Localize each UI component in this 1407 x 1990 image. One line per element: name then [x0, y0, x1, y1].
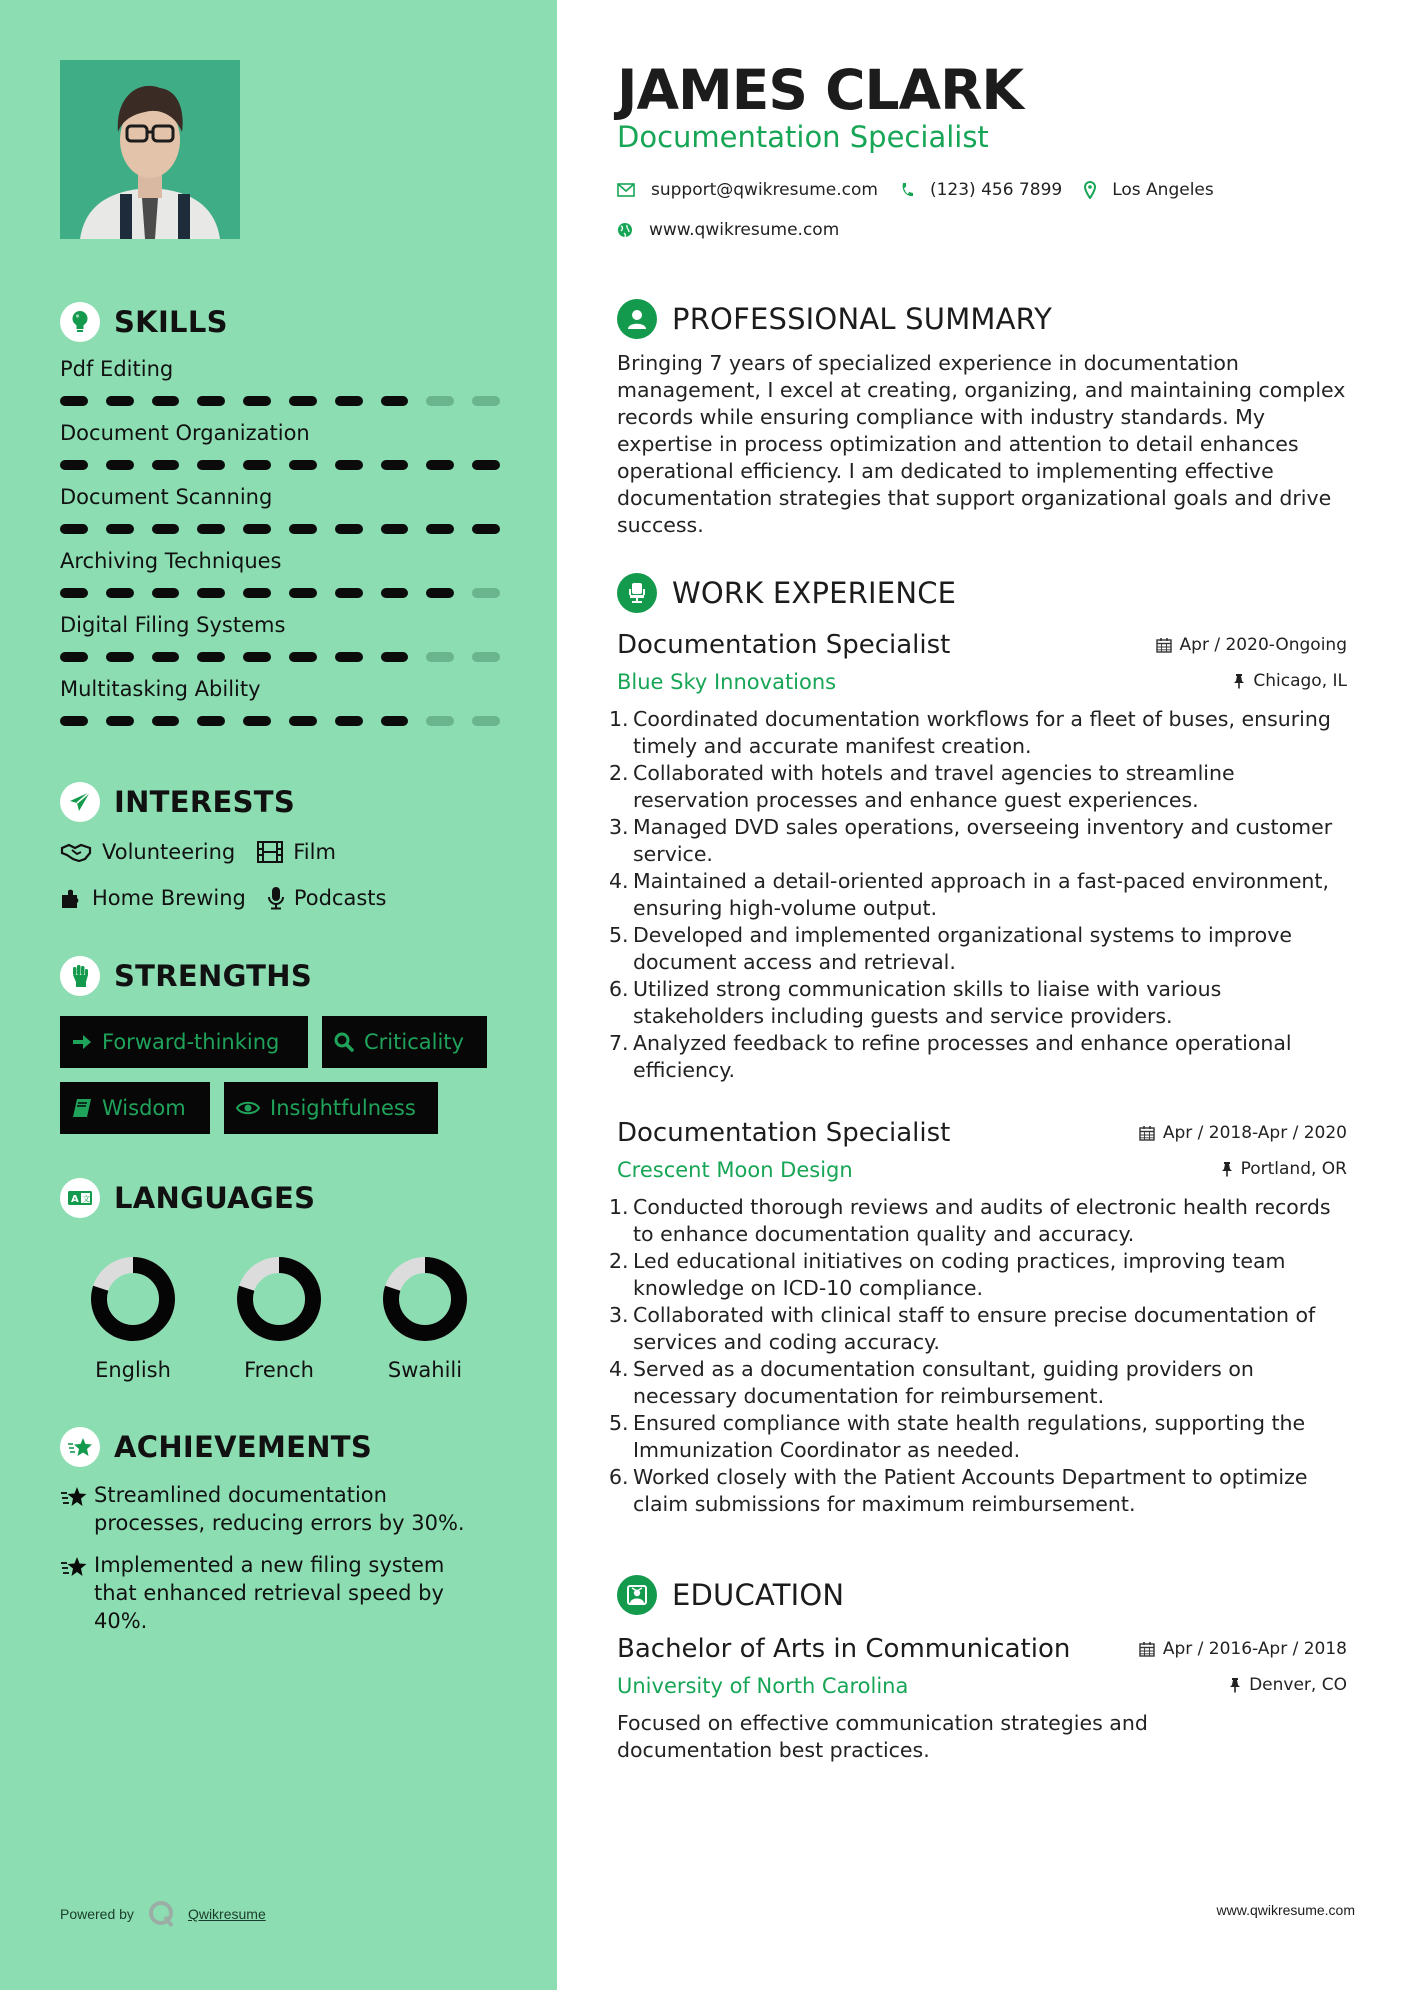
job-entry: [609, 1118, 1347, 1518]
skill-dot-filled: [243, 524, 271, 534]
skill-dot-filled: [152, 588, 180, 598]
skill-dot-filled: [60, 588, 88, 598]
contact-website[interactable]: www.qwikresume.com: [649, 220, 840, 240]
language-name: English: [95, 1358, 171, 1382]
skill-dot-filled: [197, 588, 225, 598]
skill-level-meter: [60, 716, 500, 726]
education-heading: EDUCATION: [617, 1574, 1347, 1616]
handshake-icon: [60, 842, 92, 862]
strength-chip: Insightfulness: [224, 1082, 438, 1134]
bullet-item: 3. Managed DVD sales operations, overseeing inventory and customer service.: [609, 815, 1333, 866]
job-company-row: [617, 670, 1347, 694]
achievements-section: [60, 1427, 500, 1635]
strength-chip: Wisdom: [60, 1082, 210, 1134]
microphone-icon: [268, 886, 284, 910]
job-entry: [609, 630, 1347, 1084]
skill-item: [60, 610, 500, 662]
interests-section: [60, 782, 500, 914]
education-description: Focused on effective communication strategies and documentation best practices.: [617, 1711, 1148, 1762]
candidate-name: JAMES CLARK: [617, 58, 1024, 122]
skill-dot-filled: [381, 396, 409, 406]
map-pin-icon: [1084, 181, 1096, 199]
summary-heading: PROFESSIONAL SUMMARY: [617, 298, 1347, 340]
strength-chip: Forward-thinking: [60, 1016, 308, 1068]
strengths-list: [60, 1016, 500, 1134]
shooting-star-icon: [60, 1485, 94, 1537]
skill-name: Archiving Techniques: [60, 549, 282, 573]
calendar-icon: [1139, 1641, 1155, 1657]
skill-dot-filled: [426, 588, 454, 598]
summary-text: Bringing 7 years of specialized experience in documentation management, I excel at creating, organizing, and maintaining complex records while ensuring compliance with industry standards. My expertise in process optimization and attention to detail enhances operational efficiency. I am dedicated to implementing effective documentation strategies that support organizational goals and drive success.: [617, 351, 1346, 537]
skill-dot-filled: [60, 716, 88, 726]
skill-dot-filled: [289, 524, 317, 534]
skill-dot-filled: [106, 588, 134, 598]
skill-dot-filled: [335, 716, 363, 726]
skill-dot-filled: [243, 588, 271, 598]
job-dates: Apr / 2020-Ongoing: [1156, 635, 1347, 655]
job-bullets: [609, 1194, 1347, 1518]
skill-dot-filled: [60, 396, 88, 406]
skill-dot-filled: [335, 588, 363, 598]
degree-title: Bachelor of Arts in Communication: [617, 1634, 1071, 1664]
languages-list: [60, 1256, 500, 1382]
skill-dot-filled: [289, 396, 317, 406]
arrow-right-icon: [72, 1033, 92, 1051]
bullet-item: 6. Utilized strong communication skills to liaise with various stakeholders including guests and service providers.: [609, 977, 1222, 1028]
bullet-item: 2. Led educational initiatives on coding practices, improving team knowledge on ICD-10 compliance.: [609, 1249, 1286, 1300]
languages-section: [60, 1178, 500, 1382]
job-title-row: [617, 1118, 1347, 1148]
candidate-title: Documentation Specialist: [617, 120, 989, 154]
skill-dot-filled: [335, 460, 363, 470]
sidebar: [0, 0, 557, 1990]
skill-dot-filled: [152, 652, 180, 662]
skill-dot-filled: [60, 524, 88, 534]
skill-name: Digital Filing Systems: [60, 613, 286, 637]
book-icon: [72, 1098, 92, 1118]
svg-text:文: 文: [82, 1194, 91, 1204]
language-item: [60, 1256, 206, 1382]
job-title: Documentation Specialist: [617, 630, 951, 660]
contact-email[interactable]: support@qwikresume.com: [651, 180, 878, 200]
language-proficiency-ring: [236, 1256, 322, 1342]
skill-dot-filled: [289, 716, 317, 726]
skill-dot-filled: [197, 396, 225, 406]
language-item: [352, 1256, 498, 1382]
qwikresume-link[interactable]: Qwikresume: [187, 1906, 266, 1922]
pushpin-icon: [1233, 673, 1245, 689]
skill-dot-filled: [106, 524, 134, 534]
pushpin-icon: [1229, 1677, 1241, 1693]
skill-dot-filled: [289, 460, 317, 470]
interest-item: Volunteering: [60, 836, 235, 868]
skill-item: [60, 674, 500, 726]
contact-row-website: [617, 220, 861, 240]
strength-chip: Criticality: [322, 1016, 487, 1068]
skill-name: Pdf Editing: [60, 357, 174, 381]
powered-by: Powered by Qwikresume: [60, 1900, 266, 1928]
skill-dot-filled: [60, 652, 88, 662]
lightbulb-icon: [60, 302, 100, 342]
skill-dot-empty: [426, 396, 454, 406]
skill-dot-empty: [472, 716, 500, 726]
skill-dot-filled: [152, 524, 180, 534]
education-location: Denver, CO: [1229, 1675, 1347, 1695]
education-title-row: [617, 1634, 1347, 1664]
office-chair-icon: [617, 573, 657, 613]
skill-dot-filled: [106, 460, 134, 470]
interest-item: Home Brewing: [60, 882, 246, 914]
skill-level-meter: [60, 524, 500, 534]
skill-dot-empty: [472, 396, 500, 406]
job-company-row: [617, 1158, 1347, 1182]
skill-dot-filled: [381, 524, 409, 534]
shooting-star-icon: [60, 1427, 100, 1467]
skill-dot-filled: [426, 524, 454, 534]
skill-dot-filled: [381, 716, 409, 726]
phone-icon: [900, 182, 914, 198]
search-icon: [334, 1032, 354, 1052]
calendar-icon: [1156, 637, 1172, 653]
skill-dot-filled: [243, 396, 271, 406]
shooting-star-icon: [60, 1555, 94, 1635]
company-name: Crescent Moon Design: [617, 1158, 853, 1182]
bullet-item: 6. Worked closely with the Patient Accounts Department to optimize claim submissions for maximum reimbursement.: [609, 1465, 1308, 1516]
skill-dot-filled: [243, 460, 271, 470]
skill-level-meter: [60, 460, 500, 470]
skill-item: [60, 418, 500, 470]
skill-dot-filled: [289, 652, 317, 662]
skill-dot-empty: [426, 716, 454, 726]
skill-dot-filled: [60, 460, 88, 470]
skill-item: [60, 546, 500, 598]
pushpin-icon: [1221, 1161, 1233, 1177]
school-name: University of North Carolina: [617, 1674, 909, 1698]
achievement-item: [60, 1551, 500, 1635]
skill-dot-empty: [472, 652, 500, 662]
job-title: Documentation Specialist: [617, 1118, 951, 1148]
languages-heading: A 文 LANGUAGES: [60, 1178, 500, 1218]
language-proficiency-ring: [90, 1256, 176, 1342]
interest-item: Podcasts: [268, 882, 387, 914]
education-section: [617, 1574, 1347, 1764]
interest-item: Film: [257, 836, 336, 868]
skill-dot-filled: [197, 652, 225, 662]
language-name: French: [244, 1358, 314, 1382]
skill-dot-filled: [335, 652, 363, 662]
skill-name: Document Scanning: [60, 485, 273, 509]
skill-dot-empty: [426, 652, 454, 662]
profile-photo: [60, 60, 240, 239]
svg-text:A: A: [71, 1194, 79, 1205]
paper-plane-icon: [60, 782, 100, 822]
skill-item: [60, 354, 500, 406]
skill-dot-filled: [381, 588, 409, 598]
achievements-list: [60, 1481, 500, 1635]
footer-website[interactable]: www.qwikresume.com: [1216, 1902, 1355, 1918]
strengths-heading: STRENGTHS: [60, 956, 500, 996]
bullet-item: 4. Maintained a detail-oriented approach in a fast-paced environment, ensuring high-volume output.: [609, 869, 1329, 920]
job-location: Chicago, IL: [1233, 671, 1347, 691]
graduate-icon: [617, 1575, 657, 1615]
puzzle-piece-icon: [60, 887, 82, 909]
skill-level-meter: [60, 396, 500, 406]
skill-dot-filled: [335, 396, 363, 406]
experience-heading: WORK EXPERIENCE: [617, 572, 1347, 614]
bullet-item: 3. Collaborated with clinical staff to ensure precise documentation of services and coding accuracy.: [609, 1303, 1316, 1354]
skill-level-meter: [60, 588, 500, 598]
skills-heading: SKILLS: [60, 302, 500, 342]
skill-dot-filled: [472, 524, 500, 534]
contact-location: Los Angeles: [1112, 180, 1214, 200]
bullet-item: 1. Conducted thorough reviews and audits of electronic health records to enhance documentation quality and accuracy.: [609, 1195, 1331, 1246]
skill-dot-filled: [426, 460, 454, 470]
job-location: Portland, OR: [1221, 1159, 1347, 1179]
achievements-heading: ACHIEVEMENTS: [60, 1427, 500, 1467]
summary-section: [617, 298, 1347, 539]
skill-dot-empty: [472, 588, 500, 598]
skill-dot-filled: [243, 652, 271, 662]
job-dates: Apr / 2018-Apr / 2020: [1139, 1123, 1347, 1143]
skill-dot-filled: [243, 716, 271, 726]
skill-dot-filled: [197, 716, 225, 726]
skills-section: [60, 302, 500, 726]
achievement-item: [60, 1481, 500, 1537]
skill-dot-filled: [152, 396, 180, 406]
job-bullets: [609, 706, 1347, 1084]
bullet-item: 7. Analyzed feedback to refine processes and enhance operational efficiency.: [609, 1031, 1292, 1082]
fist-icon: [60, 956, 100, 996]
contact-row: [617, 180, 1236, 200]
skill-dot-filled: [335, 524, 363, 534]
skill-dot-filled: [106, 652, 134, 662]
skill-dot-filled: [197, 460, 225, 470]
skill-dot-filled: [289, 588, 317, 598]
globe-icon: [617, 222, 633, 238]
skill-dot-filled: [152, 716, 180, 726]
skill-name: Multitasking Ability: [60, 677, 261, 701]
film-icon: [257, 841, 283, 863]
education-school-row: [617, 1674, 1347, 1698]
skill-name: Document Organization: [60, 421, 310, 445]
user-icon: [617, 299, 657, 339]
language-name: Swahili: [387, 1358, 463, 1382]
skill-dot-filled: [472, 460, 500, 470]
achievement-text: Streamlined documentation processes, reducing errors by 30%.: [94, 1483, 465, 1535]
bullet-item: 2. Collaborated with hotels and travel agencies to streamline reservation processes and enhance guest experiences.: [609, 761, 1235, 812]
skill-dot-filled: [197, 524, 225, 534]
interests-list: [60, 836, 500, 914]
calendar-icon: [1139, 1125, 1155, 1141]
language-proficiency-ring: [382, 1256, 468, 1342]
experience-section: [609, 572, 1347, 1518]
qwikresume-logo-icon: [148, 1900, 176, 1928]
skill-level-meter: [60, 652, 500, 662]
main-content: [557, 0, 1407, 1990]
skill-item: [60, 482, 500, 534]
skill-dot-filled: [381, 652, 409, 662]
envelope-icon: [617, 183, 635, 197]
education-dates: Apr / 2016-Apr / 2018: [1139, 1639, 1347, 1659]
language-item: [206, 1256, 352, 1382]
skill-dot-filled: [106, 716, 134, 726]
eye-icon: [236, 1100, 260, 1116]
contact-phone[interactable]: (123) 456 7899: [929, 180, 1063, 200]
skill-dot-filled: [152, 460, 180, 470]
language-icon: [60, 1178, 100, 1218]
bullet-item: 5. Ensured compliance with state health regulations, supporting the Immunization Coordinator as needed.: [609, 1411, 1306, 1462]
bullet-item: 4. Served as a documentation consultant, guiding providers on necessary documentation for reimbursement.: [609, 1357, 1254, 1408]
strengths-section: [60, 956, 500, 1134]
achievement-text: Implemented a new filing system that enhanced retrieval speed by 40%.: [94, 1553, 445, 1633]
bullet-item: 1. Coordinated documentation workflows for a fleet of buses, ensuring timely and accurate manifest creation.: [609, 707, 1331, 758]
bullet-item: 5. Developed and implemented organizational systems to improve document access and retrieval.: [609, 923, 1292, 974]
company-name: Blue Sky Innovations: [617, 670, 837, 694]
skill-dot-filled: [381, 460, 409, 470]
interests-heading: INTERESTS: [60, 782, 500, 822]
job-title-row: [617, 630, 1347, 660]
skill-dot-filled: [106, 396, 134, 406]
